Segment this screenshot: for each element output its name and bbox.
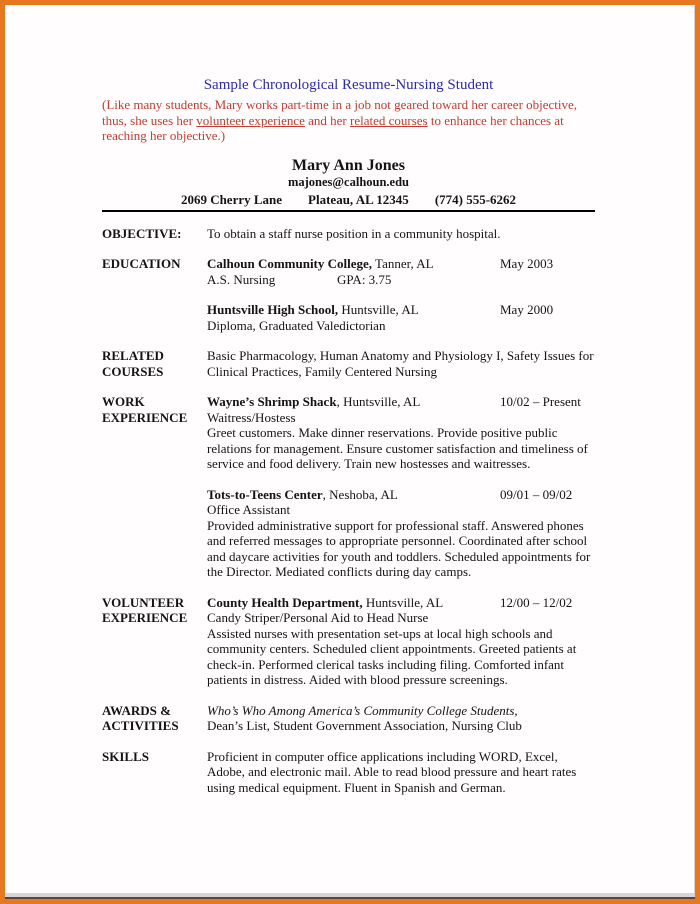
skills-text: Proficient in computer office applications including WORD, Excel, Adobe, and electronic mail. Able to read blood pressure and heart rates using medical equipment. Fluent in Spanish and German.	[207, 748, 577, 795]
degree-line: Diploma, Graduated Valedictorian	[207, 317, 386, 333]
job-description: Greet customers. Make dinner reservations. Provide positive public relations for management. Ensure customer satisfaction and timeliness of service and food delivery. Train new hostesses and waitresses.	[207, 425, 588, 471]
school-name: Huntsville High School,	[207, 302, 339, 317]
banner-note	[102, 97, 595, 144]
education-entry	[207, 256, 595, 287]
employer-name: County Health Department,	[207, 594, 363, 610]
degree-line: A.S. Nursing	[207, 271, 276, 287]
entry-date: May 2000	[500, 302, 554, 317]
entry-date: 12/00 – 12/02	[500, 594, 573, 610]
header-rule	[102, 210, 595, 212]
contact-address: 2069 Cherry Lane	[180, 191, 283, 207]
employer-name: Wayne’s Shrimp Shack	[207, 394, 337, 409]
candidate-email: majones@calhoun.edu	[287, 174, 410, 189]
education-entry	[207, 302, 595, 333]
work-entry	[207, 394, 595, 472]
section-objective	[102, 226, 595, 242]
job-description: Assisted nurses with presentation set-ups at local high schools and community centers. Scheduled client appointments. Greeted patients at check-in. Performed clerical tasks including filing. Comforted infant patients in distress. Aided with blood pressure screenings.	[207, 625, 577, 687]
school-location: Huntsville, AL	[338, 302, 419, 317]
note-text-3: to enhance her chances at reaching her objective.)	[102, 112, 564, 143]
contact-line	[102, 192, 595, 207]
section-work-experience	[102, 394, 595, 580]
candidate-name: Mary Ann Jones	[292, 156, 405, 174]
entry-date: 09/01 – 09/02	[500, 486, 573, 502]
school-location: Tanner, AL	[372, 256, 434, 271]
volunteer-experience-link[interactable]: volunteer experience	[196, 112, 305, 128]
awards-second-line: Dean’s List, Student Government Association, Nursing Club	[207, 718, 522, 733]
job-title: Office Assistant	[207, 502, 291, 517]
skills-label: SKILLS	[102, 748, 149, 764]
note-text-1: (Like many students, Mary works part-time in a job not geared toward her career objective, thus, she uses her	[102, 97, 578, 128]
entry-date: 10/02 – Present	[500, 394, 581, 409]
section-related-courses	[102, 348, 595, 379]
awards-activities-label: AWARDS & ACTIVITIES	[102, 702, 179, 733]
school-name: Calhoun Community College,	[207, 256, 373, 271]
awards-italic-line: Who’s Who Among America’s Community College Students,	[207, 702, 518, 718]
resume-page	[5, 5, 695, 899]
section-skills	[102, 749, 595, 796]
employer-name: Tots-to-Teens Center	[207, 486, 323, 502]
job-description: Provided administrative support for professional staff. Answered phones and referred messages to appropriate personnel. Coordinated after school and daycare activities for youth and toddlers. Scheduled appointments for the Director. Mediated conflicts during day camps.	[207, 517, 591, 579]
related-courses-text: Basic Pharmacology, Human Anatomy and Physiology I, Safety Issues for Clinical Practices, Family Centered Nursing	[207, 348, 594, 379]
work-experience-label: WORK EXPERIENCE	[102, 394, 188, 425]
resume-sections	[102, 226, 595, 796]
banner-title: Sample Chronological Resume-Nursing Student	[203, 77, 494, 93]
volunteer-experience-label: VOLUNTEER EXPERIENCE	[102, 594, 188, 625]
contact-phone: (774) 555-6262	[434, 191, 517, 207]
education-label: EDUCATION	[102, 256, 181, 271]
related-courses-link[interactable]: related courses	[350, 112, 428, 128]
objective-text: To obtain a staff nurse position in a community hospital.	[207, 225, 501, 241]
job-title: Waitress/Hostess	[207, 409, 296, 425]
section-education	[102, 256, 595, 333]
objective-label: OBJECTIVE:	[102, 225, 182, 241]
volunteer-entry	[207, 595, 595, 688]
entry-date: May 2003	[500, 256, 554, 271]
gpa: GPA: 3.75	[337, 271, 392, 287]
employer-location: Huntsville, AL	[362, 594, 444, 610]
related-courses-label: RELATED COURSES	[102, 348, 164, 379]
note-text-2: and her	[304, 112, 351, 128]
section-awards-activities	[102, 703, 595, 734]
job-title: Candy Striper/Personal Aid to Head Nurse	[207, 610, 429, 625]
candidate-header	[102, 157, 595, 212]
employer-location: , Neshoba, AL	[322, 486, 398, 502]
employer-location: , Huntsville, AL	[336, 394, 421, 409]
work-entry	[207, 487, 595, 580]
section-volunteer-experience	[102, 595, 595, 688]
contact-city: Plateau, AL 12345	[308, 191, 409, 207]
